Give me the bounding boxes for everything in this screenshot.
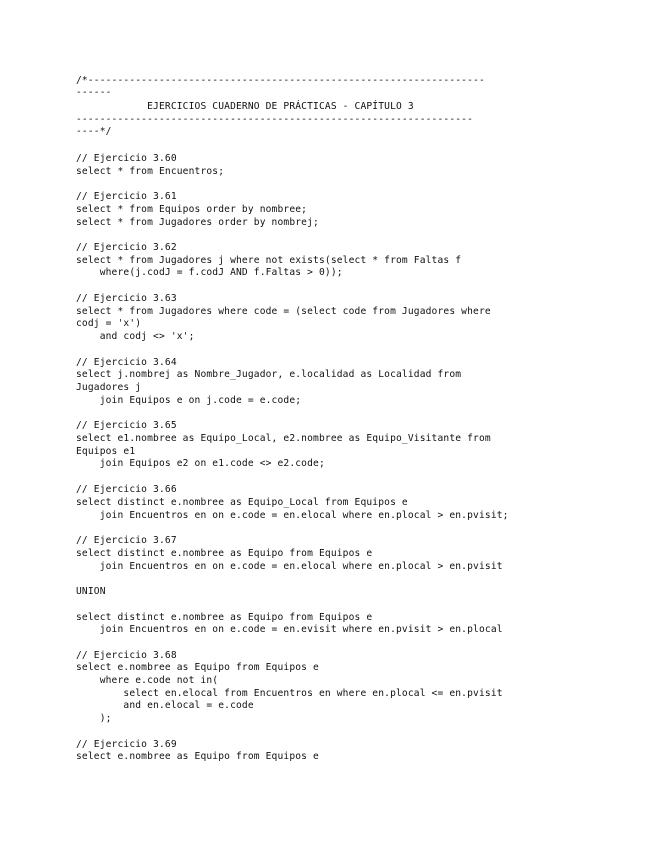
exercise-heading: // Ejercicio 3.62 — [76, 242, 177, 253]
code-line: codj = 'x') — [76, 318, 142, 329]
code-line: join Encuentros en on e.code = en.elocal where en.plocal > en.pvisit; — [76, 510, 509, 521]
code-line: ); — [76, 713, 112, 724]
code-line: where e.code not in( — [76, 675, 219, 686]
comment-header-line: /*------------------------------------------------------------------- — [76, 75, 485, 86]
comment-header-line: ------------------------------------------------------------------- — [76, 114, 474, 125]
union-keyword: UNION — [76, 586, 106, 597]
comment-header-line: ----*/ — [76, 126, 112, 137]
exercise-heading: // Ejercicio 3.60 — [76, 153, 177, 164]
code-line: and en.elocal = e.code — [76, 700, 254, 711]
code-line: where(j.codJ = f.codJ AND f.Faltas > 0)); — [76, 267, 343, 278]
exercise-heading: // Ejercicio 3.69 — [76, 739, 177, 750]
exercise-heading: // Ejercicio 3.66 — [76, 484, 177, 495]
exercise-heading: // Ejercicio 3.67 — [76, 535, 177, 546]
code-line: join Equipos e on j.code = e.code; — [76, 395, 302, 406]
code-line: select distinct e.nombree as Equipo from Equipos e — [76, 548, 373, 559]
code-line: Equipos e1 — [76, 446, 136, 457]
code-line: select * from Jugadores order by nombrej; — [76, 217, 319, 228]
code-line: join Encuentros en on e.code = en.evisit where en.pvisit > en.plocal — [76, 624, 503, 635]
exercise-heading: // Ejercicio 3.63 — [76, 293, 177, 304]
code-line: select * from Jugadores j where not exists(select * from Faltas f — [76, 255, 462, 266]
exercise-heading: // Ejercicio 3.65 — [76, 420, 177, 431]
code-line: select * from Jugadores where code = (select code from Jugadores where — [76, 306, 491, 317]
code-line: Jugadores j — [76, 382, 142, 393]
comment-header-line: ------ — [76, 87, 112, 98]
exercise-heading: // Ejercicio 3.64 — [76, 357, 177, 368]
code-line: and codj <> 'x'; — [76, 331, 195, 342]
code-line: select distinct e.nombree as Equipo_Local from Equipos e — [76, 497, 408, 508]
code-line: select e.nombree as Equipo from Equipos e — [76, 751, 319, 762]
code-line: select e1.nombree as Equipo_Local, e2.nombree as Equipo_Visitante from — [76, 433, 491, 444]
code-line: select e.nombree as Equipo from Equipos e — [76, 662, 319, 673]
document-title: EJERCICIOS CUADERNO DE PRÁCTICAS - CAPÍTULO 3 — [76, 101, 414, 112]
code-line: select distinct e.nombree as Equipo from Equipos e — [76, 612, 373, 623]
exercise-heading: // Ejercicio 3.61 — [76, 191, 177, 202]
exercise-heading: // Ejercicio 3.68 — [76, 650, 177, 661]
code-line: join Equipos e2 on e1.code <> e2.code; — [76, 458, 325, 469]
code-line: select * from Equipos order by nombree; — [76, 204, 308, 215]
code-line: select en.elocal from Encuentros en where en.plocal <= en.pvisit — [76, 688, 503, 699]
code-line: join Encuentros en on e.code = en.elocal where en.plocal > en.pvisit — [76, 561, 503, 572]
code-line: select * from Encuentros; — [76, 166, 225, 177]
code-line: select j.nombrej as Nombre_Jugador, e.localidad as Localidad from — [76, 369, 462, 380]
